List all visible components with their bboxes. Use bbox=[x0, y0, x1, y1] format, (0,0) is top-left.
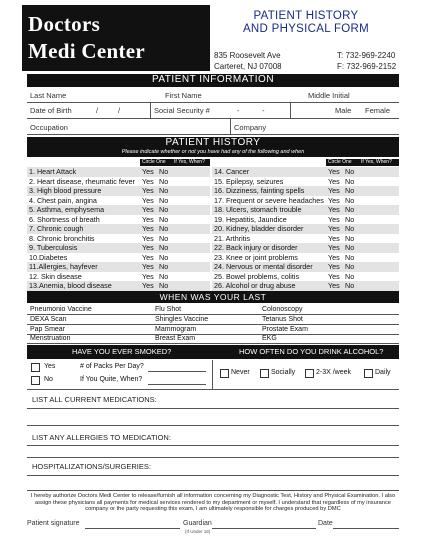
last-exam-item: EKG bbox=[262, 335, 277, 343]
history-row bbox=[27, 167, 210, 177]
history-row bbox=[212, 167, 399, 177]
no-option[interactable]: No bbox=[345, 186, 355, 195]
condition-label: 14. Cancer bbox=[214, 167, 250, 176]
yes-option[interactable]: Yes bbox=[142, 167, 154, 176]
condition-label: 1. Heart Attack bbox=[29, 167, 77, 176]
history-row bbox=[212, 224, 399, 234]
history-row bbox=[212, 196, 399, 206]
medications-line[interactable] bbox=[27, 425, 399, 426]
no-option[interactable]: No bbox=[159, 205, 169, 214]
alcohol-socially-checkbox[interactable] bbox=[260, 369, 269, 378]
divider bbox=[27, 324, 399, 325]
allergies-line[interactable] bbox=[27, 457, 399, 458]
yes-option[interactable]: Yes bbox=[142, 186, 154, 195]
yes-option[interactable]: Yes bbox=[142, 243, 154, 252]
history-row bbox=[212, 177, 399, 187]
condition-label: 22. Back injury or disorder bbox=[214, 243, 298, 252]
no-option[interactable]: No bbox=[345, 167, 355, 176]
condition-label: 11.Allergies, hayfever bbox=[29, 262, 98, 271]
history-row bbox=[212, 215, 399, 225]
smoked-no-checkbox[interactable] bbox=[31, 376, 40, 385]
packs-per-day-label: # of Packs Per Day? bbox=[80, 363, 144, 370]
yes-option[interactable]: Yes bbox=[142, 205, 154, 214]
divider bbox=[27, 314, 399, 315]
smoked-yes-checkbox[interactable] bbox=[31, 363, 40, 372]
no-option[interactable]: No bbox=[159, 281, 169, 290]
alcohol-never-checkbox[interactable] bbox=[220, 369, 229, 378]
hospitalizations-label: HOSPITALIZATIONS/SURGERIES: bbox=[32, 462, 151, 471]
no-option[interactable]: No bbox=[159, 262, 169, 271]
history-row bbox=[27, 262, 210, 272]
guardian-note: (If Under 18) bbox=[185, 529, 211, 534]
yes-option[interactable]: Yes bbox=[328, 186, 340, 195]
dob-separator: / bbox=[96, 106, 99, 115]
alcohol-never-label: Never bbox=[231, 369, 250, 376]
history-column-header-right bbox=[326, 159, 399, 166]
yes-option[interactable]: Yes bbox=[328, 252, 340, 262]
form-title bbox=[228, 10, 384, 36]
patient-signature-line[interactable] bbox=[85, 528, 180, 529]
smoked-no-label: No bbox=[44, 376, 53, 383]
condition-label: 24. Nervous or mental disorder bbox=[214, 262, 313, 271]
no-option[interactable]: No bbox=[159, 252, 169, 262]
history-row bbox=[212, 234, 399, 244]
female-option[interactable]: Female bbox=[365, 106, 391, 115]
medications-label: LIST ALL CURRENT MEDICATIONS: bbox=[32, 395, 157, 404]
divider bbox=[212, 360, 213, 389]
history-row bbox=[212, 262, 399, 272]
logo-line2: Medi Center bbox=[28, 39, 146, 63]
yes-option[interactable]: Yes bbox=[328, 176, 340, 186]
condition-label: 25. Bowel problems, colitis bbox=[214, 271, 300, 281]
last-exam-item: Prostate Exam bbox=[262, 325, 308, 333]
last-exam-item: Shingles Vaccine bbox=[155, 315, 209, 323]
no-option[interactable]: No bbox=[159, 243, 169, 252]
condition-label: 15. Epilepsy, seizures bbox=[214, 176, 284, 186]
no-option[interactable]: No bbox=[159, 186, 169, 195]
history-row bbox=[27, 234, 210, 244]
history-row bbox=[212, 205, 399, 215]
yes-option[interactable]: Yes bbox=[142, 233, 154, 243]
history-row bbox=[27, 205, 210, 215]
divider bbox=[230, 119, 231, 134]
divider bbox=[27, 118, 399, 119]
condition-label: 5. Asthma, emphysema bbox=[29, 205, 105, 214]
history-row bbox=[212, 186, 399, 196]
history-row bbox=[27, 281, 210, 291]
yes-option[interactable]: Yes bbox=[328, 243, 340, 252]
when-was-your-last-header: WHEN WAS YOUR LAST bbox=[27, 291, 399, 303]
yes-option[interactable]: Yes bbox=[142, 176, 154, 186]
history-row bbox=[27, 253, 210, 263]
condition-label: 19. Hepatitis, Jaundice bbox=[214, 214, 287, 224]
yes-option[interactable]: Yes bbox=[328, 262, 340, 271]
condition-label: 23. Knee or joint problems bbox=[214, 252, 298, 262]
history-row bbox=[27, 243, 210, 253]
yes-option[interactable]: Yes bbox=[328, 271, 340, 281]
packs-per-day-field[interactable] bbox=[148, 371, 206, 372]
patient-signature-label: Patient signature bbox=[27, 520, 80, 527]
clinic-logo bbox=[22, 5, 210, 71]
last-exam-item: Pap Smear bbox=[30, 325, 66, 333]
patient-history-title: PATIENT HISTORY bbox=[165, 137, 261, 148]
no-option[interactable]: No bbox=[345, 233, 355, 243]
no-option[interactable]: No bbox=[159, 271, 169, 281]
divider bbox=[27, 134, 399, 135]
condition-label: 7. Chronic cough bbox=[29, 224, 84, 233]
date-line[interactable] bbox=[333, 528, 399, 529]
fax: F: 732-969-2152 bbox=[337, 62, 397, 71]
smoked-question: HAVE YOU EVER SMOKED? bbox=[72, 347, 172, 356]
condition-label: 4. Chest pain, angina bbox=[29, 195, 97, 205]
quit-when-field[interactable] bbox=[148, 384, 206, 385]
form-title-line2: AND PHYSICAL FORM bbox=[242, 23, 370, 35]
last-exam-item: Pneumonio Vaccine bbox=[30, 306, 92, 313]
no-option[interactable]: No bbox=[345, 243, 355, 252]
alcohol-weekly-checkbox[interactable] bbox=[305, 369, 314, 378]
ssn-label: Social Security # bbox=[154, 106, 210, 115]
clinic-phones bbox=[337, 50, 396, 72]
middle-initial-label: Middle Initial bbox=[308, 91, 350, 100]
history-column-header-left bbox=[140, 159, 210, 166]
yes-option[interactable]: Yes bbox=[328, 167, 340, 176]
no-option[interactable]: No bbox=[345, 262, 355, 271]
yes-option[interactable]: Yes bbox=[328, 281, 340, 290]
when-label: If Yes, When? bbox=[174, 159, 205, 165]
logo-line1: Doctors bbox=[28, 12, 101, 36]
yes-option[interactable]: Yes bbox=[142, 271, 154, 281]
last-exam-item: Menstruation bbox=[30, 335, 71, 343]
yes-option[interactable]: Yes bbox=[328, 195, 340, 205]
no-option[interactable]: No bbox=[345, 224, 355, 233]
history-row bbox=[212, 281, 399, 291]
yes-option[interactable]: Yes bbox=[142, 214, 154, 224]
divider bbox=[27, 334, 399, 335]
condition-label: 8. Chronic bronchitis bbox=[29, 233, 95, 243]
alcohol-socially-label: Socially bbox=[271, 369, 296, 376]
no-option[interactable]: No bbox=[345, 195, 355, 205]
yes-option[interactable]: Yes bbox=[328, 214, 340, 224]
divider bbox=[150, 103, 151, 118]
last-exam-item: Mammogram bbox=[155, 325, 197, 333]
address-line2: Carteret, NJ 07008 bbox=[214, 62, 282, 71]
history-row bbox=[27, 272, 210, 282]
no-option[interactable]: No bbox=[345, 214, 355, 224]
no-option[interactable]: No bbox=[159, 195, 169, 205]
ssn-separator: - bbox=[237, 106, 240, 115]
dob-label: Date of Birth bbox=[30, 106, 72, 115]
yes-option[interactable]: Yes bbox=[142, 224, 154, 233]
alcohol-daily-checkbox[interactable] bbox=[364, 369, 373, 378]
first-name-label: First Name bbox=[165, 91, 202, 100]
company-label: Company bbox=[234, 123, 267, 132]
no-option[interactable]: No bbox=[345, 281, 355, 290]
phone: T: 732-969-2240 bbox=[337, 51, 396, 60]
hospitalizations-line[interactable] bbox=[27, 490, 399, 491]
alcohol-question: HOW OFTEN DO YOU DRINK ALCOHOL? bbox=[239, 347, 384, 356]
yes-option[interactable]: Yes bbox=[328, 224, 340, 233]
no-option[interactable]: No bbox=[159, 233, 169, 243]
authorization-statement: I hereby authorize Doctors Medi Center to release/furnish all information concerning my Diagnostic Test, History and Physical Examination. I also assign these physicians all payments for medical services rendered to my department or myself. I understand that regardless of my insurance company or the party requesting this exam, I am ultimately responsible for charges produced by DMC bbox=[30, 493, 396, 513]
allergies-line[interactable] bbox=[27, 445, 399, 446]
condition-label: 26. Alcohol or drug abuse bbox=[214, 281, 296, 290]
history-row bbox=[212, 243, 399, 253]
condition-label: 16. Dizziness, fainting spells bbox=[214, 186, 305, 195]
history-row bbox=[27, 224, 210, 234]
condition-label: 13.Anemia, blood disease bbox=[29, 281, 112, 290]
quit-when-label: If You Quite, When? bbox=[80, 376, 143, 383]
clinic-address bbox=[214, 50, 282, 72]
condition-label: 18. Ulcers, stomach trouble bbox=[214, 205, 302, 214]
no-option[interactable]: No bbox=[345, 176, 355, 186]
habits-header bbox=[27, 345, 399, 359]
no-option[interactable]: No bbox=[159, 224, 169, 233]
history-row bbox=[212, 253, 399, 263]
no-option[interactable]: No bbox=[159, 214, 169, 224]
yes-option[interactable]: Yes bbox=[142, 262, 154, 271]
history-row bbox=[27, 177, 210, 187]
condition-label: 6. Shortness of breath bbox=[29, 214, 100, 224]
last-exam-item: DEXA Scan bbox=[30, 315, 67, 323]
dob-separator: / bbox=[118, 106, 121, 115]
yes-option[interactable]: Yes bbox=[328, 233, 340, 243]
last-name-label: Last Name bbox=[30, 91, 67, 100]
last-exam-item: Tetanus Shot bbox=[262, 315, 303, 323]
divider bbox=[27, 389, 399, 390]
condition-label: 17. Frequent or severe headaches bbox=[214, 195, 324, 205]
guardian-signature-line[interactable] bbox=[212, 528, 316, 529]
no-option[interactable]: No bbox=[159, 167, 169, 176]
yes-option[interactable]: Yes bbox=[142, 252, 154, 262]
date-label: Date bbox=[318, 520, 333, 527]
allergies-label: LIST ANY ALLERGIES TO MEDICATION: bbox=[32, 433, 171, 442]
no-option[interactable]: No bbox=[159, 176, 169, 186]
when-label: If Yes, When? bbox=[361, 159, 392, 165]
last-exam-item: Colonoscopy bbox=[262, 306, 303, 313]
divider bbox=[290, 103, 291, 118]
last-exam-item: Flu Shot bbox=[155, 306, 182, 313]
last-exam-item: Breast Exam bbox=[155, 335, 196, 343]
no-option[interactable]: No bbox=[345, 271, 355, 281]
guardian-label: Guardian bbox=[183, 520, 212, 527]
yes-option[interactable]: Yes bbox=[142, 195, 154, 205]
patient-information-header: PATIENT INFORMATION bbox=[27, 74, 399, 87]
occupation-label: Occupation bbox=[30, 123, 68, 132]
condition-label: 20. Kidney, bladder disorder bbox=[214, 224, 304, 233]
medications-line[interactable] bbox=[27, 408, 399, 409]
condition-label: 3. High blood pressure bbox=[29, 186, 102, 195]
condition-label: 2. Heart disease, rheumatic fever bbox=[29, 176, 135, 186]
yes-option[interactable]: Yes bbox=[328, 205, 340, 214]
patient-history-subtitle: Please indicate whether or not you have had any of the following and when bbox=[121, 149, 305, 155]
history-row bbox=[27, 196, 210, 206]
no-option[interactable]: No bbox=[345, 252, 355, 262]
hospitalizations-line[interactable] bbox=[27, 475, 399, 476]
alcohol-weekly-label: 2-3X /week bbox=[316, 369, 352, 376]
male-option[interactable]: Male bbox=[335, 106, 352, 115]
circle-one-label: Circle One bbox=[142, 159, 166, 165]
no-option[interactable]: No bbox=[345, 205, 355, 214]
divider bbox=[27, 102, 399, 103]
yes-option[interactable]: Yes bbox=[142, 281, 154, 290]
patient-history-header bbox=[27, 137, 399, 157]
condition-label: 21. Arthritis bbox=[214, 233, 250, 243]
address-line1: 835 Roosevelt Ave bbox=[214, 51, 281, 60]
condition-label: 10.Diabetes bbox=[29, 252, 68, 262]
circle-one-label: Circle One bbox=[328, 159, 352, 165]
condition-label: 12. Skin disease bbox=[29, 271, 82, 281]
form-title-line1: PATIENT HISTORY bbox=[253, 10, 359, 22]
history-row bbox=[27, 186, 210, 196]
condition-label: 9. Tuberculosis bbox=[29, 243, 78, 252]
history-row bbox=[27, 215, 210, 225]
ssn-separator: - bbox=[262, 106, 265, 115]
smoked-yes-label: Yes bbox=[44, 363, 56, 370]
alcohol-daily-label: Daily bbox=[375, 369, 391, 376]
history-row bbox=[212, 272, 399, 282]
